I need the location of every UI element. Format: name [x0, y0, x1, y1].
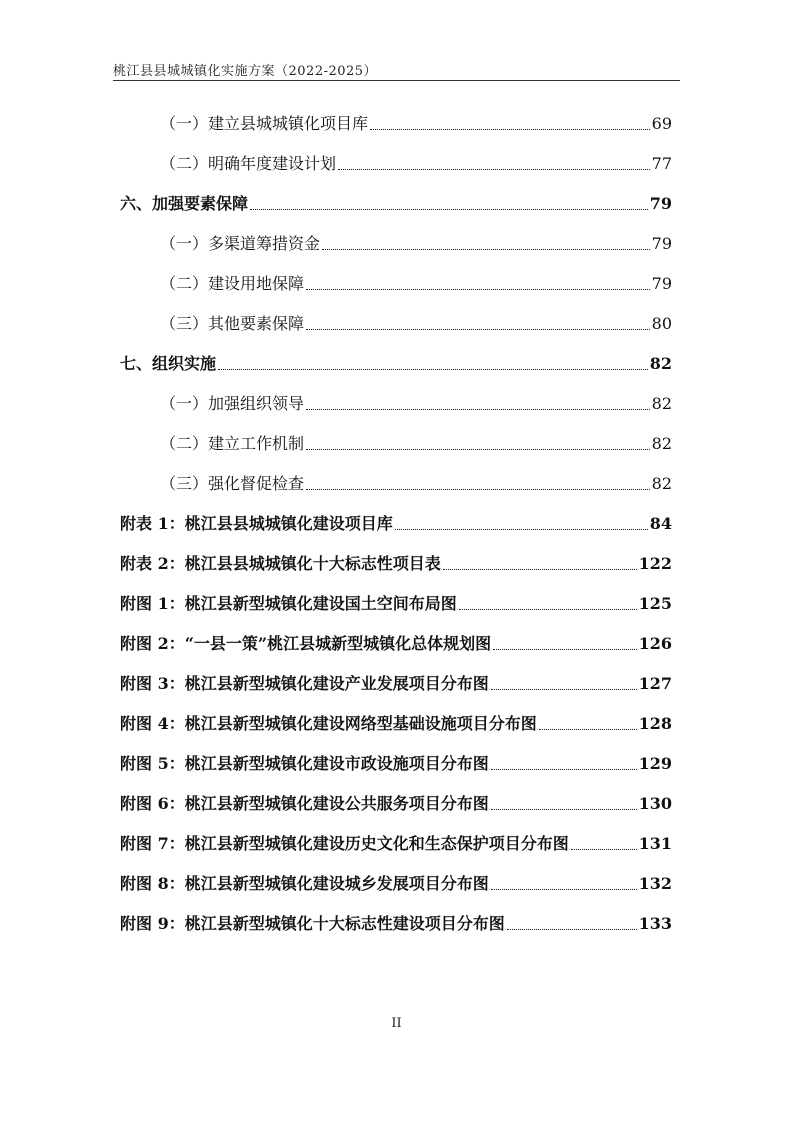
toc-leader-dots [306, 489, 650, 490]
toc-entry-page: 128 [638, 714, 672, 733]
toc-entry[interactable] [120, 188, 672, 214]
toc-entry-title: 附图 3：桃江县新型城镇化建设产业发展项目分布图 [120, 674, 489, 693]
toc-entry-title: （三）强化督促检查 [160, 474, 305, 493]
toc-leader-dots [459, 609, 637, 610]
toc-entry[interactable] [120, 828, 672, 854]
toc-entry[interactable] [160, 148, 672, 174]
toc-entry-title: （一）加强组织领导 [160, 394, 305, 413]
toc-entry-title: （二）建立工作机制 [160, 434, 305, 453]
toc-leader-dots [493, 649, 636, 650]
toc-entry-title: （一）建立县城城镇化项目库 [160, 114, 369, 133]
toc-entry-title: 附图 5：桃江县新型城镇化建设市政设施项目分布图 [120, 754, 489, 773]
toc-entry[interactable] [160, 388, 672, 414]
toc-leader-dots [395, 529, 648, 530]
toc-entry-title: 附图 1：桃江县新型城镇化建设国土空间布局图 [120, 594, 457, 613]
toc-entry[interactable] [120, 708, 672, 734]
toc-leader-dots [306, 409, 650, 410]
toc-entry-title: 附表 1：桃江县县城城镇化建设项目库 [120, 514, 393, 533]
toc-entry-title: 附图 7：桃江县新型城镇化建设历史文化和生态保护项目分布图 [120, 834, 569, 853]
toc-entry[interactable] [120, 668, 672, 694]
toc-entry-title: 附图 2：“一县一策”桃江县城新型城镇化总体规划图 [120, 634, 492, 653]
toc-entry-page: 84 [649, 514, 672, 533]
toc-entry[interactable] [120, 868, 672, 894]
toc-leader-dots [306, 329, 650, 330]
toc-entry-title: 六、加强要素保障 [120, 194, 249, 213]
toc-leader-dots [322, 249, 650, 250]
toc-entry-page: 125 [638, 594, 672, 613]
toc-entry-page: 79 [651, 234, 672, 253]
toc-entry[interactable] [120, 788, 672, 814]
running-header: 桃江县县城城镇化实施方案（2022-2025） [113, 64, 378, 79]
toc-entry-title: 七、组织实施 [120, 354, 217, 373]
toc-entry[interactable] [160, 228, 672, 254]
toc-leader-dots [491, 809, 637, 810]
toc-entry-page: 127 [638, 674, 672, 693]
toc-entry[interactable] [120, 588, 672, 614]
toc-leader-dots [539, 729, 637, 730]
toc-entry[interactable] [120, 908, 672, 934]
toc-entry-page: 69 [651, 114, 672, 133]
toc-leader-dots [250, 209, 648, 210]
toc-entry-page: 132 [638, 874, 672, 893]
toc-entry[interactable] [160, 268, 672, 294]
toc-entry-page: 129 [638, 754, 672, 773]
toc-entry-title: 附图 8：桃江县新型城镇化建设城乡发展项目分布图 [120, 874, 489, 893]
toc-entry-title: 附图 4：桃江县新型城镇化建设网络型基础设施项目分布图 [120, 714, 537, 733]
toc-entry-page: 82 [649, 354, 672, 373]
toc-entry[interactable] [120, 508, 672, 534]
toc-leader-dots [338, 169, 650, 170]
toc-entry-title: 附图 6：桃江县新型城镇化建设公共服务项目分布图 [120, 794, 489, 813]
toc-entry-title: 附表 2：桃江县县城城镇化十大标志性项目表 [120, 554, 441, 573]
toc-leader-dots [306, 289, 650, 290]
toc-entry-page: 82 [651, 474, 672, 493]
toc-entry[interactable] [120, 548, 672, 574]
toc-entry[interactable] [160, 468, 672, 494]
toc-entry-page: 82 [651, 434, 672, 453]
page-number: II [391, 1016, 402, 1031]
toc-entry[interactable] [120, 628, 672, 654]
toc-entry[interactable] [160, 308, 672, 334]
toc-entry[interactable] [120, 348, 672, 374]
toc-entry-title: （二）明确年度建设计划 [160, 154, 337, 173]
toc-entry-page: 126 [638, 634, 672, 653]
toc-entry[interactable] [160, 428, 672, 454]
toc-entry-page: 82 [651, 394, 672, 413]
toc-entry-page: 133 [638, 914, 672, 933]
toc-entry-page: 79 [651, 274, 672, 293]
toc-entry[interactable] [160, 108, 672, 134]
toc-entry-page: 77 [651, 154, 672, 173]
toc-entry-title: 附图 9：桃江县新型城镇化十大标志性建设项目分布图 [120, 914, 505, 933]
toc-leader-dots [507, 929, 637, 930]
toc-leader-dots [491, 889, 637, 890]
header-divider [113, 80, 680, 81]
toc-leader-dots [491, 689, 637, 690]
toc-leader-dots [370, 129, 650, 130]
toc-entry-title: （一）多渠道筹措资金 [160, 234, 321, 253]
toc-entry-title: （二）建设用地保障 [160, 274, 305, 293]
toc-leader-dots [443, 569, 637, 570]
toc-leader-dots [491, 769, 637, 770]
toc-entry-page: 79 [649, 194, 672, 213]
toc-leader-dots [571, 849, 637, 850]
toc-entry-page: 131 [638, 834, 672, 853]
toc-entry[interactable] [120, 748, 672, 774]
toc-leader-dots [306, 449, 650, 450]
toc-entry-page: 122 [638, 554, 672, 573]
toc-leader-dots [218, 369, 648, 370]
toc-entry-page: 130 [638, 794, 672, 813]
toc-entry-page: 80 [651, 314, 672, 333]
toc-entry-title: （三）其他要素保障 [160, 314, 305, 333]
